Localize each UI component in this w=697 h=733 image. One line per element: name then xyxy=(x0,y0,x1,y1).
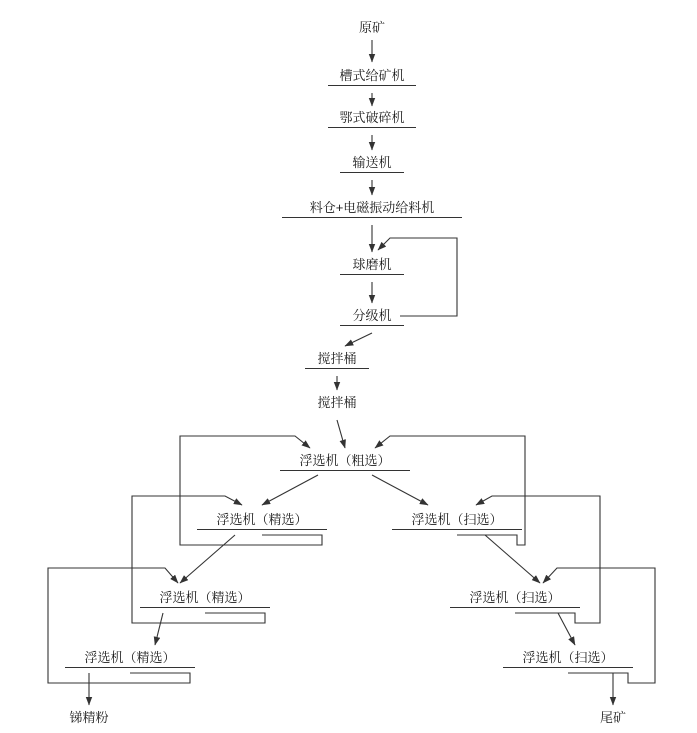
node-jaw-crusher: 鄂式破碎机 xyxy=(328,110,416,128)
node-flotation-scavenger-1: 浮选机（扫选） xyxy=(392,512,522,530)
edge-classifier-to-agitator1 xyxy=(345,333,372,346)
edge-scavenger1-to-scavenger2 xyxy=(485,535,540,583)
node-trough-feeder: 槽式给矿机 xyxy=(328,68,416,86)
node-conveyor: 输送机 xyxy=(340,155,404,173)
edge-agitator2-to-rougher xyxy=(337,420,345,448)
node-flotation-cleaner-2: 浮选机（精选） xyxy=(140,590,270,608)
edge-cleaner1-to-cleaner2 xyxy=(180,535,235,583)
node-ball-mill: 球磨机 xyxy=(340,257,404,275)
edge-classifier-recycle-to-ballmill xyxy=(378,238,457,316)
node-flotation-scavenger-3: 浮选机（扫选） xyxy=(503,650,633,668)
node-raw-ore: 原矿 xyxy=(358,20,385,35)
node-flotation-cleaner-1: 浮选机（精选） xyxy=(197,512,327,530)
node-tailings: 尾矿 xyxy=(599,710,626,725)
node-classifier: 分级机 xyxy=(340,308,404,326)
edge-rougher-to-cleaner1 xyxy=(262,475,318,505)
edge-scavenger2-to-scavenger3 xyxy=(558,613,575,645)
node-agitator-2: 搅拌桶 xyxy=(317,395,357,410)
node-flotation-rougher: 浮选机（粗选） xyxy=(280,453,410,471)
node-agitator-1: 搅拌桶 xyxy=(305,351,369,369)
node-flotation-scavenger-2: 浮选机（扫选） xyxy=(450,590,580,608)
node-flotation-cleaner-3: 浮选机（精选） xyxy=(65,650,195,668)
edge-cleaner2-to-cleaner3 xyxy=(155,613,163,645)
node-antimony-concentrate: 锑精粉 xyxy=(69,710,109,725)
node-bin-vibrating-feeder: 料仓+电磁振动给料机 xyxy=(282,200,462,218)
edge-rougher-to-scavenger1 xyxy=(372,475,428,505)
